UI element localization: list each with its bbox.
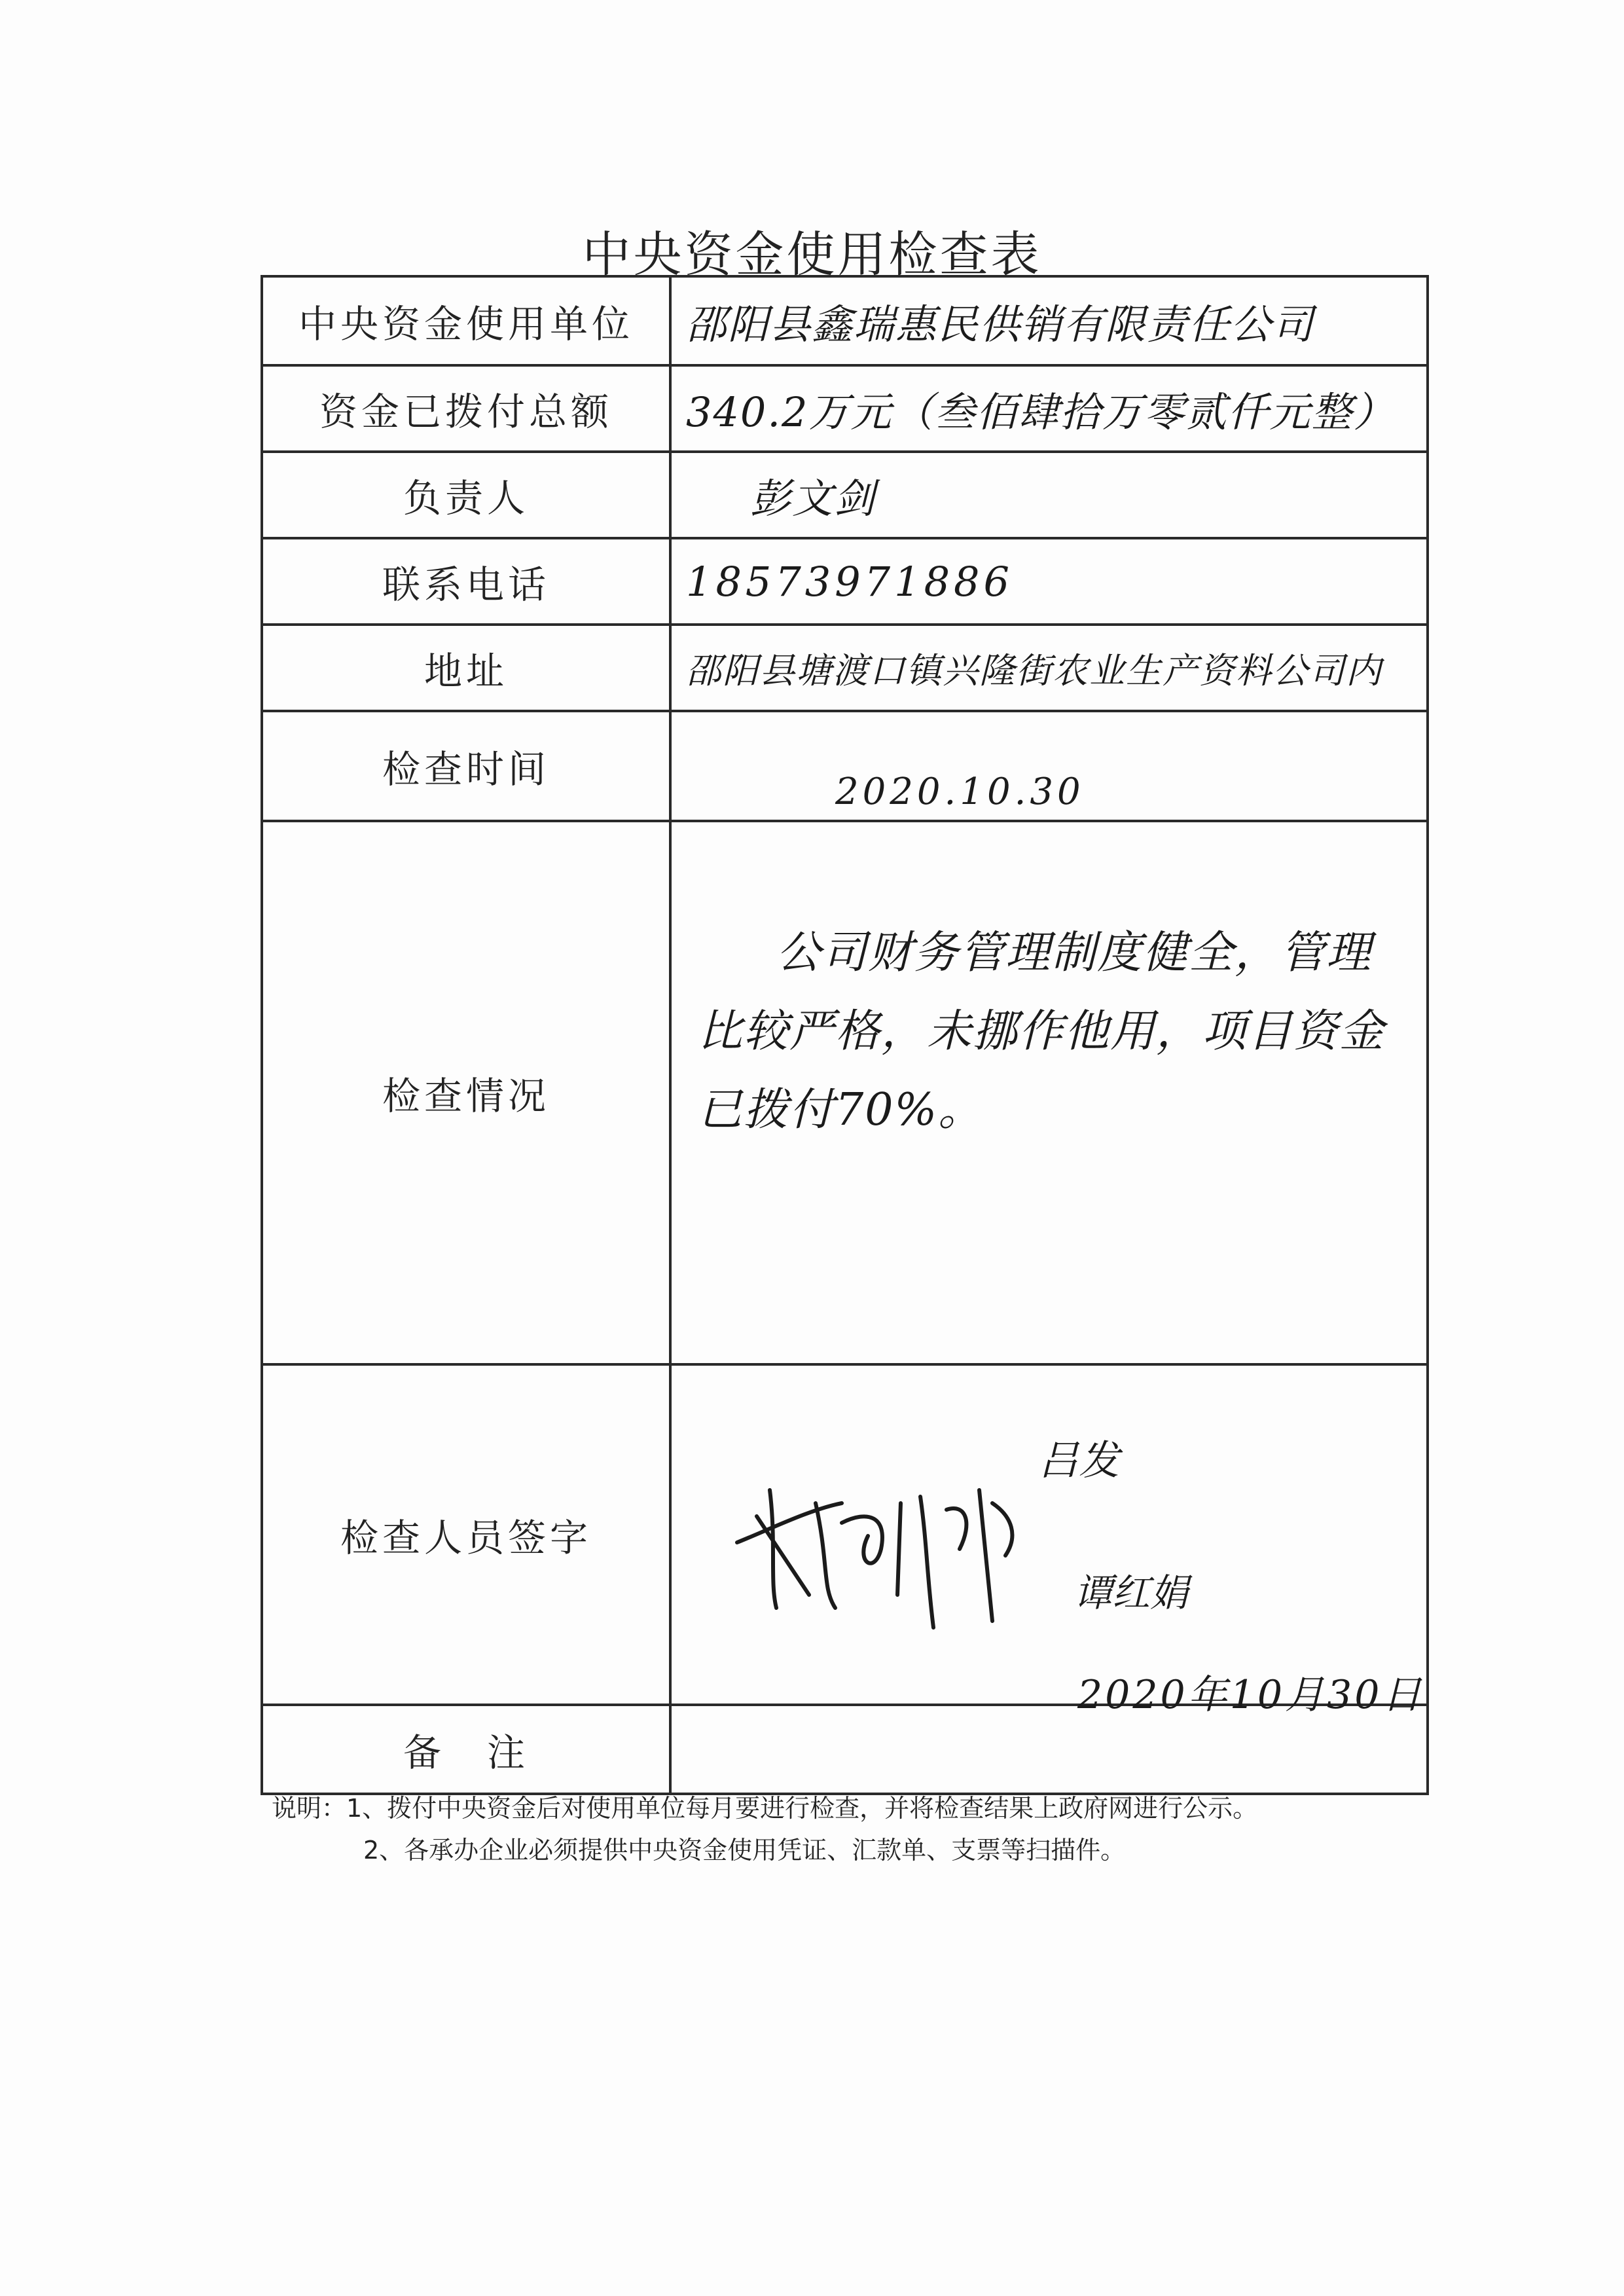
label-signature: 检查人员签字: [262, 1364, 670, 1705]
handwritten-person: 彭文剑: [750, 474, 876, 522]
row-amount: [262, 365, 1428, 452]
signature-name-2: 吕发: [1038, 1436, 1120, 1484]
label-situation: 检查情况: [262, 821, 670, 1364]
label-phone: 联系电话: [262, 538, 670, 625]
handwritten-address: 邵阳县塘渡口镇兴隆街农业生产资料公司内: [686, 649, 1382, 691]
row-address: [262, 625, 1428, 711]
row-signature: [262, 1364, 1428, 1705]
label-unit: 中央资金使用单位: [262, 276, 670, 365]
value-address: [670, 625, 1428, 711]
value-situation: [670, 821, 1428, 1364]
footnote-2: 2、各承办企业必须提供中央资金使用凭证、汇款单、支票等扫描件。: [363, 1836, 1126, 1865]
footnote-1: 说明：1、拨付中央资金后对使用单位每月要进行检查，并将检查结果上政府网进行公示。: [272, 1794, 1258, 1823]
value-person: [670, 452, 1428, 538]
value-unit: [670, 276, 1428, 365]
row-unit: [262, 276, 1428, 365]
value-remarks: [670, 1705, 1428, 1794]
handwritten-situation: 公司财务管理制度健全，管理比较严格，未挪作他用，项目资金已拨付70%。: [698, 927, 1386, 1136]
row-remarks: [262, 1705, 1428, 1794]
signature-name-3: 谭红娟: [1074, 1571, 1189, 1615]
handwritten-phone: 18573971886: [686, 557, 1013, 606]
footnotes: [272, 1787, 1257, 1871]
value-signature: [670, 1364, 1428, 1718]
handwritten-unit: 邵阳县鑫瑞惠民供销有限责任公司: [686, 300, 1315, 348]
value-phone: [670, 538, 1428, 625]
label-address: 地址: [262, 625, 670, 711]
label-time: 检查时间: [262, 711, 670, 821]
page-title: 中央资金使用检查表: [582, 227, 1042, 283]
value-amount: [670, 365, 1428, 452]
label-amount: 资金已拨付总额: [262, 365, 670, 452]
handwritten-time: 2020.10.30: [835, 771, 1085, 813]
label-remarks: 备 注: [262, 1705, 670, 1794]
row-time: [262, 711, 1428, 821]
signature-date: 2020年10月30日: [1077, 1672, 1424, 1718]
label-person: 负责人: [262, 452, 670, 538]
row-person: [262, 452, 1428, 538]
handwritten-amount: 340.2万元（叁佰肆拾万零贰仟元整）: [686, 388, 1396, 436]
signature-scribble-icon: [731, 1464, 1032, 1634]
value-time: [670, 711, 1428, 821]
row-situation: [262, 821, 1428, 1364]
inspection-table: [261, 275, 1429, 1795]
row-phone: [262, 538, 1428, 625]
